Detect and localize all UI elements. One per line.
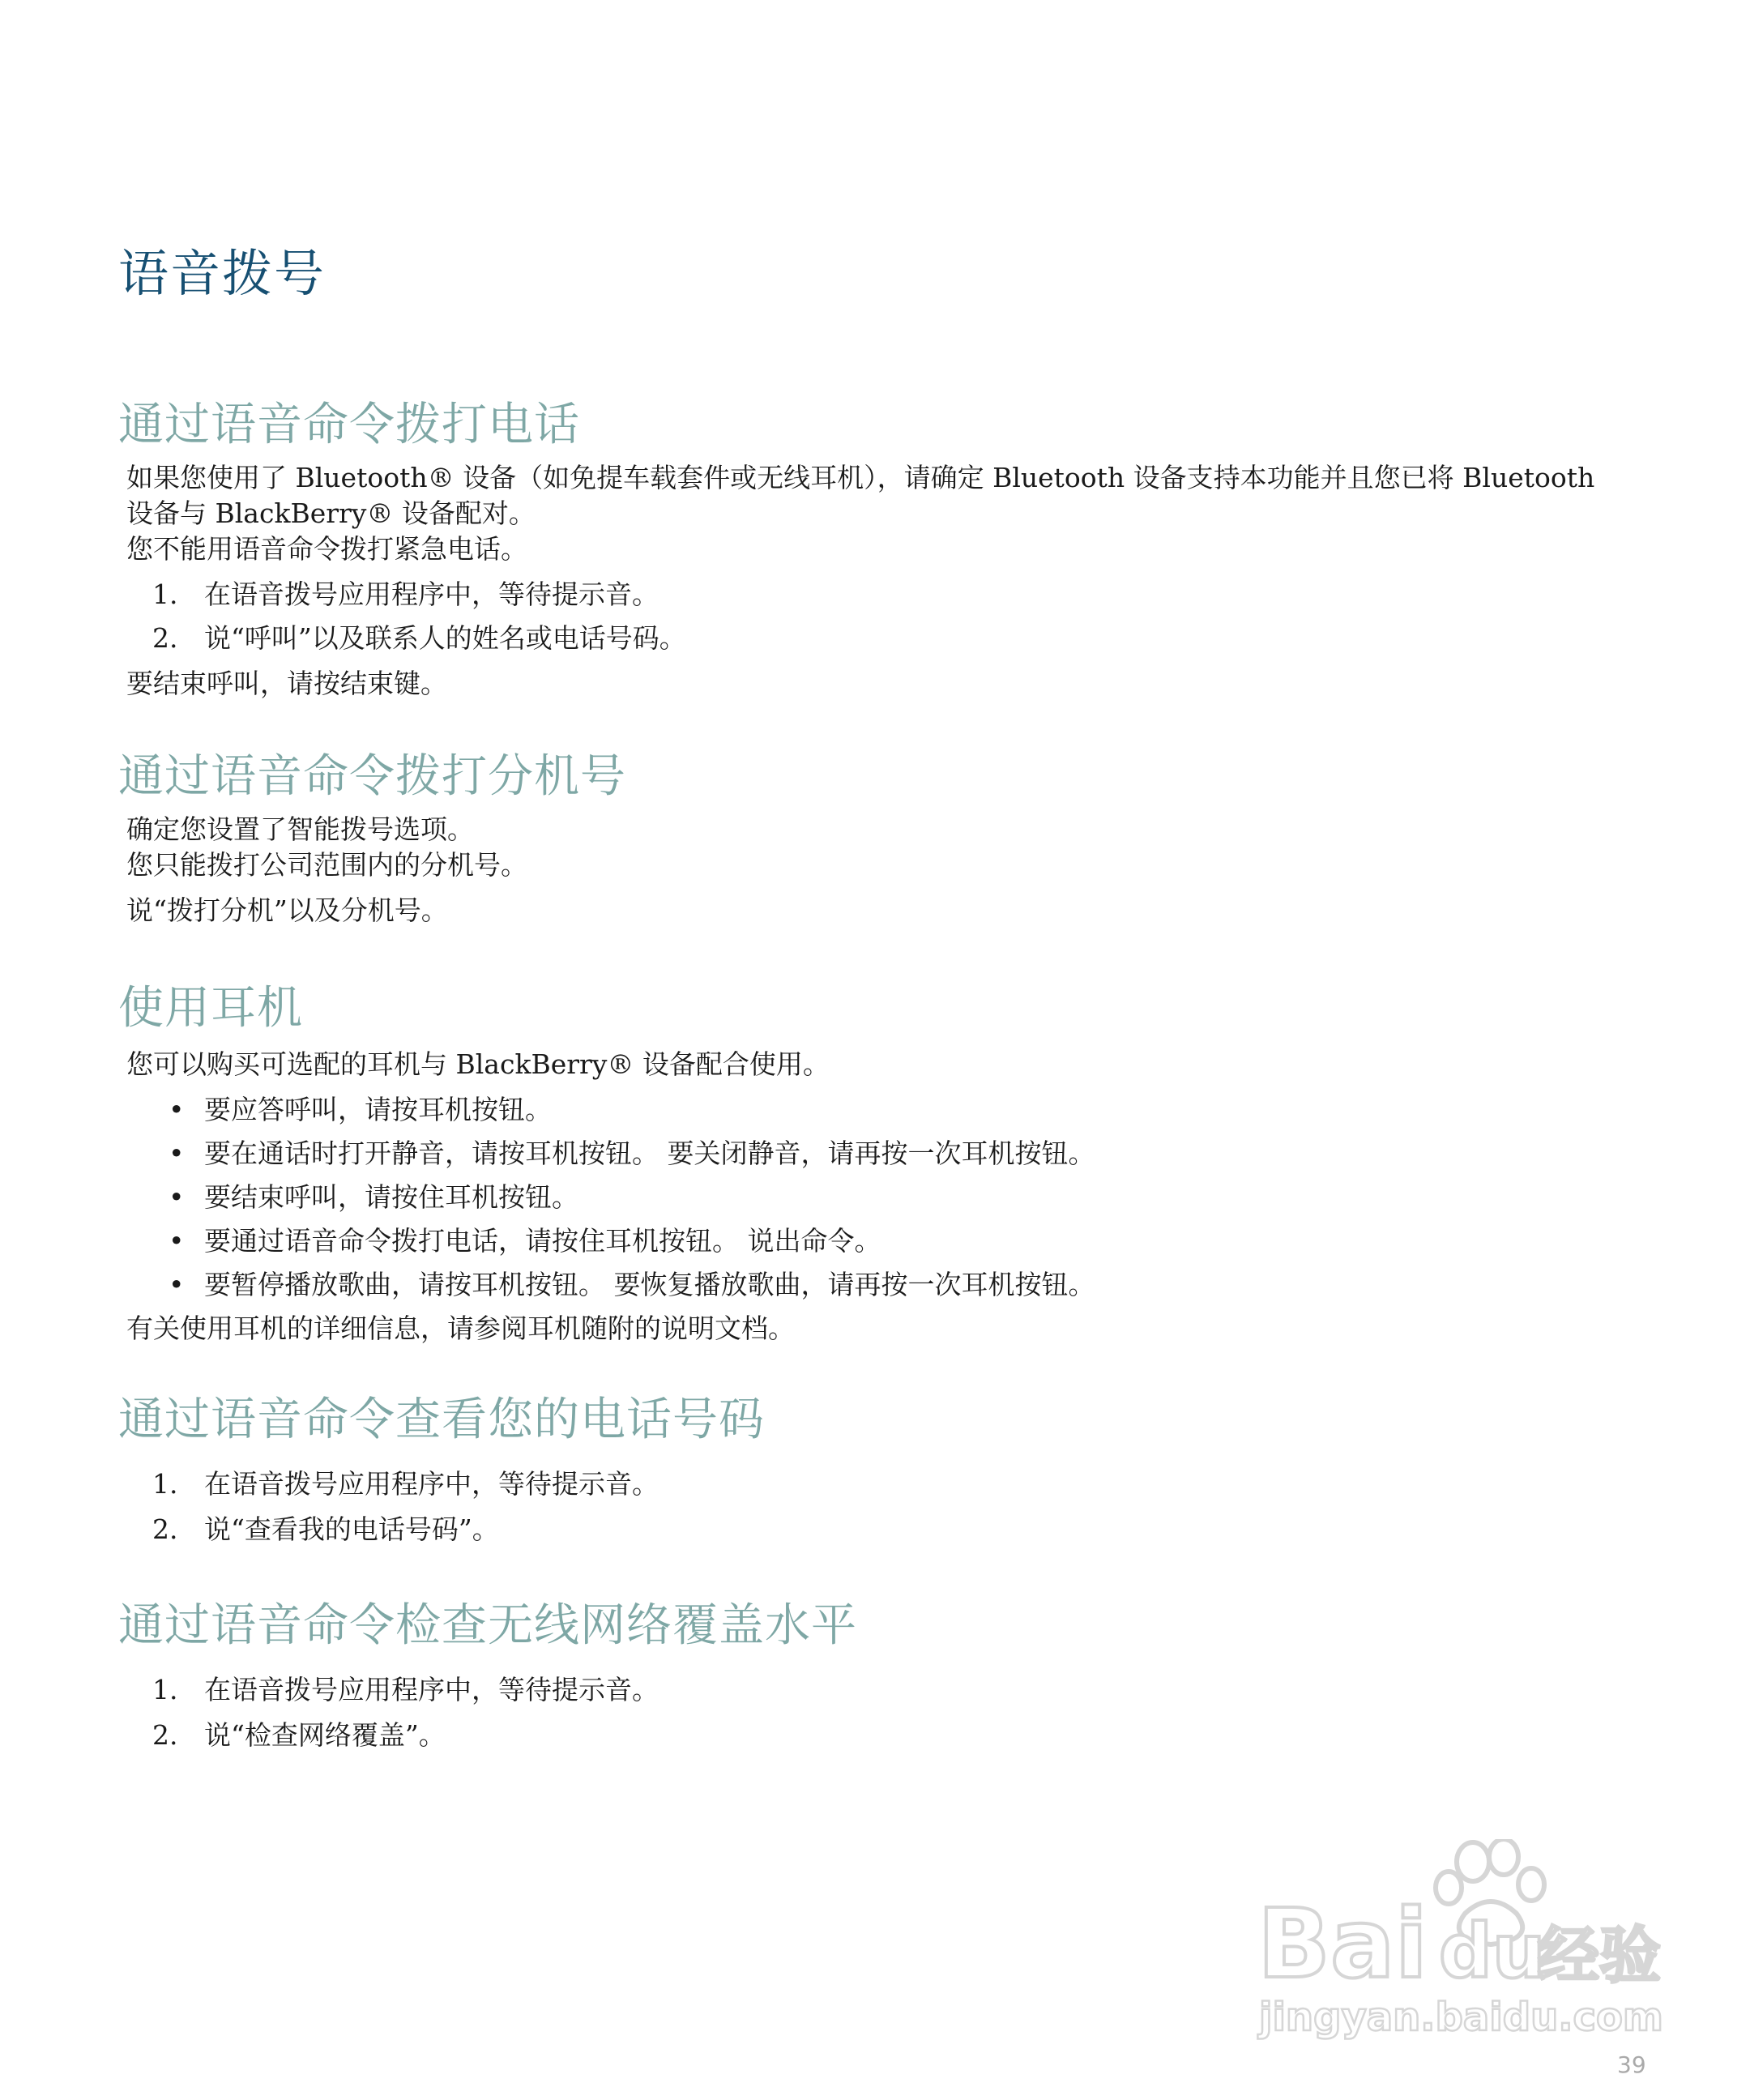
page-number: 39 (1617, 2051, 1646, 2078)
bullet-text: 要在通话时打开静音，请按耳机按钮。 要关闭静音，请再按一次耳机按钮。 (204, 1138, 1095, 1169)
step-text: 在语音拨号应用程序中，等待提示音。 (204, 1468, 659, 1500)
paragraph-line: 设备与 BlackBerry® 设备配对。 (126, 497, 536, 529)
section-title-coverage: 通过语音命令检查无线网络覆盖水平 (118, 1599, 857, 1652)
paragraph-line: 您只能拨打公司范围内的分机号。 (126, 849, 527, 881)
step-number: 1. (152, 1468, 178, 1500)
paragraph-line: 您可以购买可选配的耳机与 BlackBerry® 设备配合使用。 (126, 1048, 830, 1080)
baidu-watermark (1248, 1839, 1669, 2042)
step-text: 说“检查网络覆盖”。 (204, 1719, 446, 1751)
step-number: 2. (152, 1513, 178, 1545)
bullet-text: 要结束呼叫，请按住耳机按钮。 (204, 1181, 578, 1213)
paragraph-line: 如果您使用了 Bluetooth® 设备（如免提车载套件或无线耳机），请确定 Bluetooth 设备支持本功能并且您已将 Bluetooth (126, 462, 1595, 493)
paragraph-line: 有关使用耳机的详细信息，请参阅耳机随附的说明文档。 (126, 1312, 795, 1344)
watermark-brand-latin: Bai (1257, 1888, 1428, 2000)
baidu-paw-logo-icon (1248, 1839, 1669, 2042)
paragraph-line: 要结束呼叫，请按结束键。 (126, 668, 447, 699)
section-title-extension: 通过语音命令拨打分机号 (118, 750, 626, 803)
step-number: 2. (152, 1719, 178, 1751)
bullet-text: 要通过语音命令拨打电话，请按住耳机按钮。 说出命令。 (204, 1225, 881, 1257)
watermark-brand-du: du (1439, 1908, 1546, 1995)
bullet-point: • (169, 1181, 185, 1213)
section-title-headset: 使用耳机 (118, 982, 303, 1035)
bullet-point: • (169, 1094, 185, 1125)
bullet-point: • (169, 1225, 185, 1257)
step-number: 2. (152, 622, 178, 654)
paragraph-line: 确定您设置了智能拨号选项。 (126, 813, 474, 845)
section-title-voice-call: 通过语音命令拨打电话 (118, 399, 580, 451)
step-number: 1. (152, 1674, 178, 1705)
paragraph-line: 说“拨打分机”以及分机号。 (126, 894, 448, 926)
paragraph-line: 您不能用语音命令拨打紧急电话。 (126, 533, 527, 565)
step-text: 说“呼叫”以及联系人的姓名或电话号码。 (204, 622, 686, 654)
section-title-view-number: 通过语音命令查看您的电话号码 (118, 1394, 765, 1446)
bullet-point: • (169, 1138, 185, 1169)
bullet-point: • (169, 1269, 185, 1300)
step-number: 1. (152, 578, 178, 610)
bullet-text: 要应答呼叫，请按耳机按钮。 (204, 1094, 552, 1125)
step-text: 说“查看我的电话号码”。 (204, 1513, 499, 1545)
watermark-url: jingyan.baidu.com (1259, 1995, 1663, 2040)
step-text: 在语音拨号应用程序中，等待提示音。 (204, 578, 659, 610)
bullet-text: 要暂停播放歌曲，请按耳机按钮。 要恢复播放歌曲，请再按一次耳机按钮。 (204, 1269, 1095, 1300)
chapter-title: 语音拨号 (118, 244, 327, 303)
step-text: 在语音拨号应用程序中，等待提示音。 (204, 1674, 659, 1705)
watermark-brand-cn: 经验 (1538, 1919, 1661, 1991)
